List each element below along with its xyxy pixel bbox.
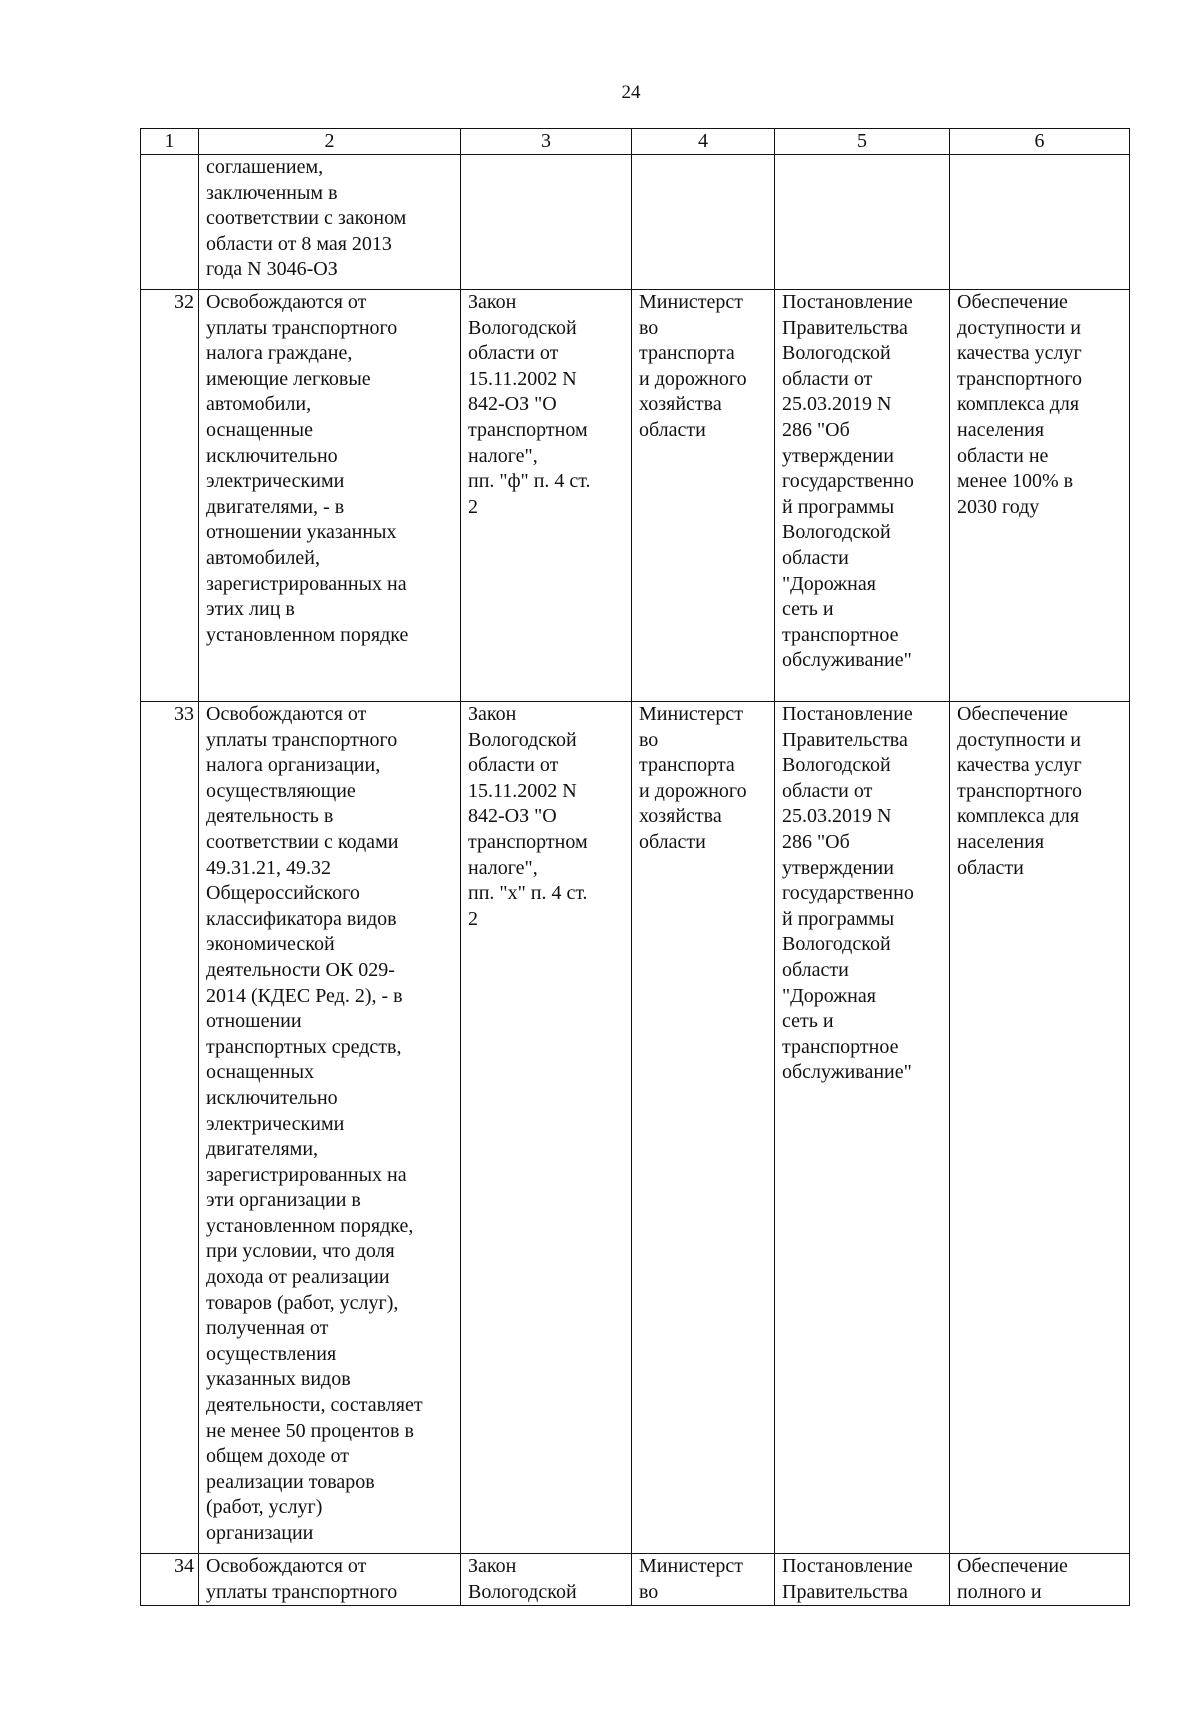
curator: Министерст во транспорта и дорожного хозяйства области bbox=[632, 702, 775, 1554]
benefit-description: соглашением, заключенным в соответствии с законом области от 8 мая 2013 года N 3046-ОЗ bbox=[199, 155, 461, 290]
column-header-4: 4 bbox=[632, 129, 775, 155]
row-number bbox=[141, 155, 199, 290]
table-row bbox=[141, 290, 1130, 702]
legal-basis: Закон Вологодской области от 15.11.2002 N 842-ОЗ "О транспортном налоге", пп. "ф" п. 4 ст. 2 bbox=[461, 290, 632, 702]
column-header-5: 5 bbox=[775, 129, 950, 155]
column-header-1: 1 bbox=[141, 129, 199, 155]
program-goal: Обеспечение полного и bbox=[950, 1554, 1130, 1606]
benefits-table bbox=[140, 128, 1130, 1606]
benefit-description: Освобождаются от уплаты транспортного налога организации, осуществляющие деятельность в соответствии с кодами 49.31.21, 49.32 Общероссийского классификатора видов экономической деятельности ОК 029- 2014 (КДЕС Ред. 2), - в отношении транспортных средств, оснащенных исключительно электрическими двигателями, зарегистрированных на эти организации в установленном порядке, при условии, что доля дохода от реализации товаров (работ, услуг), полученная от осуществления указанных видов деятельности, составляет не менее 50 процентов в общем доходе от реализации товаров (работ, услуг) организации bbox=[199, 702, 461, 1554]
state-program: Постановление Правительства Вологодской области от 25.03.2019 N 286 "Об утверждении государственно й программы Вологодской области "Дорожная сеть и транспортное обслуживание" bbox=[775, 702, 950, 1554]
table-row bbox=[141, 155, 1130, 290]
legal-basis bbox=[461, 155, 632, 290]
column-header-2: 2 bbox=[199, 129, 461, 155]
table-header-row bbox=[141, 129, 1130, 155]
curator: Министерст во транспорта и дорожного хозяйства области bbox=[632, 290, 775, 702]
program-goal: Обеспечение доступности и качества услуг транспортного комплекса для населения области bbox=[950, 702, 1130, 1554]
table-row bbox=[141, 702, 1130, 1554]
benefit-description: Освобождаются от уплаты транспортного bbox=[199, 1554, 461, 1606]
state-program bbox=[775, 155, 950, 290]
state-program: Постановление Правительства Вологодской области от 25.03.2019 N 286 "Об утверждении государственно й программы Вологодской области "Дорожная сеть и транспортное обслуживание" bbox=[775, 290, 950, 702]
row-number: 33 bbox=[141, 702, 199, 1554]
program-goal: Обеспечение доступности и качества услуг транспортного комплекса для населения области не менее 100% в 2030 году bbox=[950, 290, 1130, 702]
curator bbox=[632, 155, 775, 290]
row-number: 32 bbox=[141, 290, 199, 702]
state-program: Постановление Правительства bbox=[775, 1554, 950, 1606]
program-goal bbox=[950, 155, 1130, 290]
curator: Министерст во bbox=[632, 1554, 775, 1606]
column-header-6: 6 bbox=[950, 129, 1130, 155]
legal-basis: Закон Вологодской bbox=[461, 1554, 632, 1606]
column-header-3: 3 bbox=[461, 129, 632, 155]
table-row bbox=[141, 1554, 1130, 1606]
benefit-description: Освобождаются от уплаты транспортного налога граждане, имеющие легковые автомобили, оснащенные исключительно электрическими двигателями, - в отношении указанных автомобилей, зарегистрированных на этих лиц в установленном порядке bbox=[199, 290, 461, 702]
legal-basis: Закон Вологодской области от 15.11.2002 N 842-ОЗ "О транспортном налоге", пп. "х" п. 4 ст. 2 bbox=[461, 702, 632, 1554]
page-number: 24 bbox=[621, 82, 641, 103]
row-number: 34 bbox=[141, 1554, 199, 1606]
